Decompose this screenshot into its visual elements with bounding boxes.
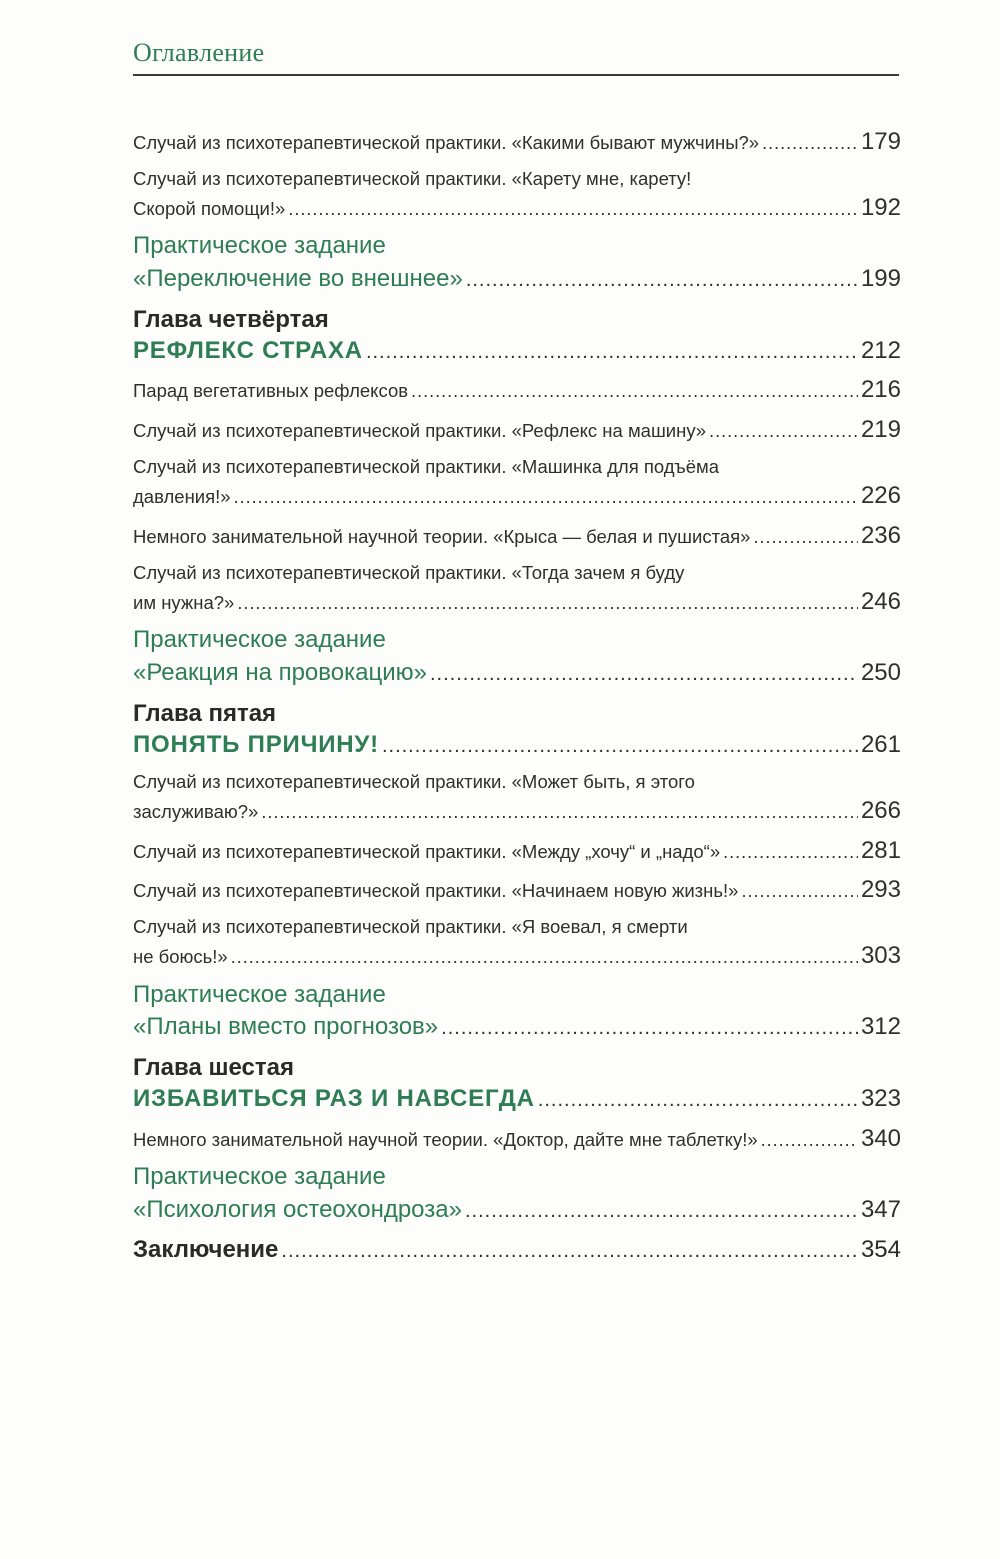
leader-dots <box>723 842 858 863</box>
toc-page-number: 199 <box>860 265 901 292</box>
toc-entry[interactable] <box>133 942 901 970</box>
leader-dots <box>538 1089 858 1112</box>
toc-entry-title: давления!» <box>133 486 231 507</box>
toc-entry-title: Случай из психотерапевтической практики. «Начинаем новую жизнь!» <box>133 880 739 901</box>
toc-entry[interactable] <box>133 194 901 222</box>
toc-page-number: 216 <box>860 376 901 403</box>
toc-entry-title: Скорой помощи!» <box>133 198 286 219</box>
leader-dots <box>762 133 858 154</box>
toc-page-number: 281 <box>860 837 901 864</box>
toc-entry-title: Случай из психотерапевтической практики. «Между „хочу“ и „надо“» <box>133 841 721 862</box>
toc-page-number: 354 <box>860 1236 901 1263</box>
toc-entry-title: Немного занимательной научной теории. «Доктор, дайте мне таблетку!» <box>133 1129 758 1150</box>
toc-page-number: 293 <box>860 876 901 903</box>
toc-page-number: 250 <box>860 659 901 686</box>
leader-dots <box>288 199 858 220</box>
leader-dots <box>709 421 858 442</box>
toc-page-number: 246 <box>860 588 901 615</box>
toc-entry-first-line: Случай из психотерапевтической практики. «Тогда зачем я буду <box>133 562 685 583</box>
toc-page-number: 219 <box>860 416 901 443</box>
leader-dots <box>741 881 858 902</box>
toc-page-number: 340 <box>860 1125 901 1152</box>
toc-entry-first-line: Случай из психотерапевтической практики. «Карету мне, карету! <box>133 168 692 189</box>
toc-entry-title: Случай из психотерапевтической практики. «Рефлекс на машину» <box>133 420 707 441</box>
chapter-entry[interactable] <box>133 731 901 759</box>
toc-entry-title: им нужна?» <box>133 592 235 613</box>
toc-entry-first-line: Случай из психотерапевтической практики. «Может быть, я этого <box>133 771 695 792</box>
toc-entry[interactable] <box>133 797 901 825</box>
leader-dots <box>761 1130 858 1151</box>
toc-entry[interactable] <box>133 1196 901 1224</box>
toc-entry[interactable] <box>133 876 901 904</box>
practical-task-label: Практическое задание <box>133 232 386 259</box>
toc-entry[interactable] <box>133 416 901 444</box>
toc-entry-title: не боюсь!» <box>133 946 228 967</box>
toc-entry[interactable] <box>133 1125 901 1153</box>
toc-page-number: 226 <box>860 482 901 509</box>
chapter-title: ИЗБАВИТЬСЯ РАЗ И НАВСЕГДА <box>133 1085 535 1112</box>
toc-entry-title: «Реакция на провокацию» <box>133 659 427 686</box>
chapter-entry[interactable] <box>133 1085 901 1113</box>
toc-entry[interactable] <box>133 522 901 550</box>
toc-entry[interactable] <box>133 128 901 156</box>
toc-page-number: 266 <box>860 797 901 824</box>
toc-entry-title: Случай из психотерапевтической практики. «Какими бывают мужчины?» <box>133 132 760 153</box>
toc-page-number: 261 <box>860 731 901 758</box>
leader-dots <box>411 381 858 402</box>
chapter-entry[interactable] <box>133 337 901 365</box>
toc-page-number: 347 <box>860 1196 901 1223</box>
chapter-label: Глава шестая <box>133 1054 294 1081</box>
chapter-label: Глава четвёртая <box>133 306 329 333</box>
toc-entry-title: заслуживаю?» <box>133 801 259 822</box>
leader-dots <box>237 593 858 614</box>
toc-entry-title: Заключение <box>133 1236 279 1263</box>
practical-task-label: Практическое задание <box>133 981 386 1008</box>
toc-entry-title: «Психология остеохондроза» <box>133 1196 462 1223</box>
toc-entry[interactable] <box>133 1013 901 1041</box>
toc-page-number: 179 <box>860 128 901 155</box>
leader-dots <box>465 1200 858 1223</box>
toc-entry[interactable] <box>133 482 901 510</box>
toc-page-number: 323 <box>860 1085 901 1112</box>
toc-page-number: 303 <box>860 942 901 969</box>
leader-dots <box>753 527 857 548</box>
leader-dots <box>234 487 858 508</box>
toc-page-number: 312 <box>860 1013 901 1040</box>
leader-dots <box>231 947 858 968</box>
leader-dots <box>466 269 858 292</box>
toc-entry-title: Немного занимательной научной теории. «Крыса — белая и пушистая» <box>133 526 751 547</box>
toc-entry-first-line: Случай из психотерапевтической практики. «Я воевал, я смерти <box>133 916 688 937</box>
toc-entry-first-line: Случай из психотерапевтической практики. «Машинка для подъёма <box>133 456 720 477</box>
chapter-title: РЕФЛЕКС СТРАХА <box>133 337 363 364</box>
chapter-label: Глава пятая <box>133 700 277 727</box>
leader-dots <box>366 341 858 364</box>
leader-dots <box>441 1017 858 1040</box>
leader-dots <box>382 735 858 758</box>
toc-entry[interactable] <box>133 588 901 616</box>
toc-entry[interactable] <box>133 837 901 865</box>
toc-entry-title: «Планы вместо прогнозов» <box>133 1013 439 1040</box>
toc-entry[interactable] <box>133 659 901 687</box>
toc-entry-title: «Переключение во внешнее» <box>133 265 463 292</box>
practical-task-label: Практическое задание <box>133 1163 386 1190</box>
leader-dots <box>281 1240 858 1263</box>
chapter-title: ПОНЯТЬ ПРИЧИНУ! <box>133 731 379 758</box>
toc-entry[interactable] <box>133 376 901 404</box>
toc-page-number: 212 <box>860 337 901 364</box>
toc-entry-title: Парад вегетативных рефлексов <box>133 380 409 401</box>
toc-page-number: 192 <box>860 194 901 221</box>
toc-page-number: 236 <box>860 522 901 549</box>
toc-entry-conclusion[interactable] <box>133 1236 901 1264</box>
leader-dots <box>430 663 858 686</box>
toc-entry[interactable] <box>133 265 901 293</box>
leader-dots <box>261 802 858 823</box>
practical-task-label: Практическое задание <box>133 626 386 653</box>
page-title: Оглавление <box>133 38 265 67</box>
